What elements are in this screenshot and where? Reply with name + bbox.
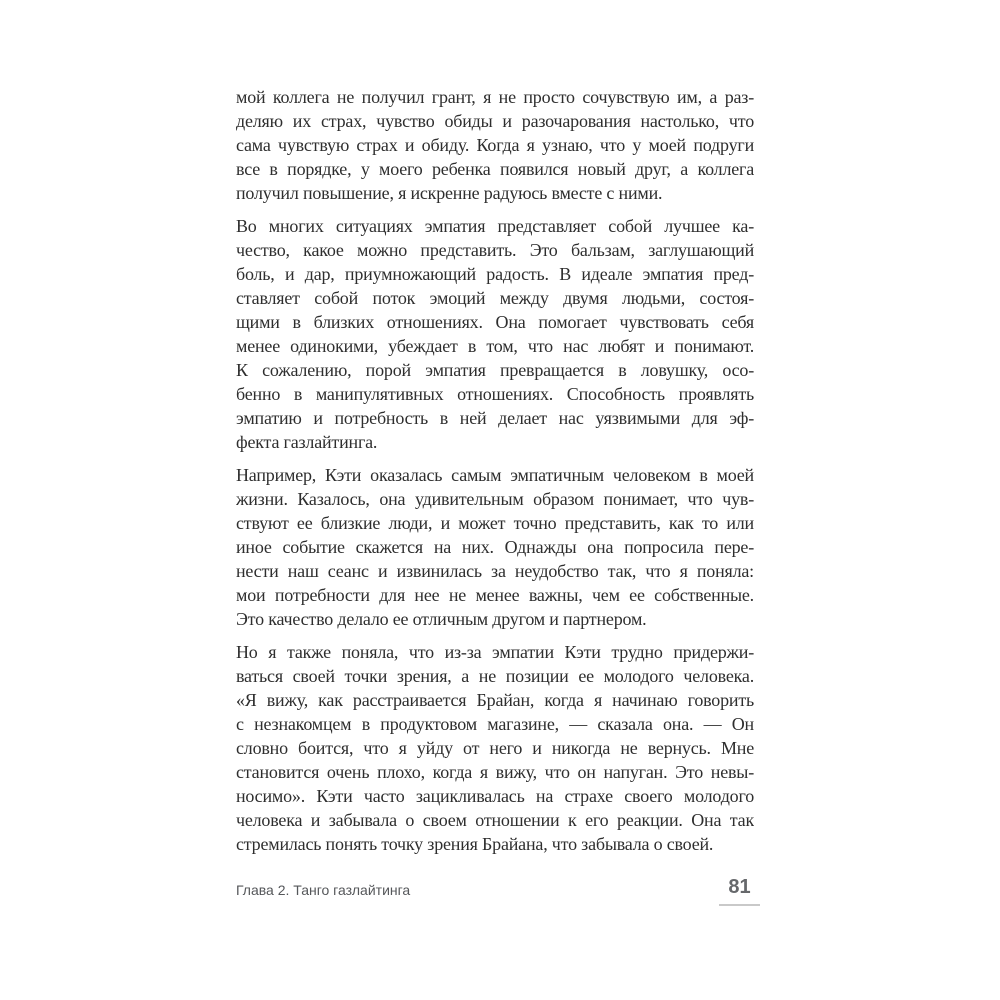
text-line: Во многих ситуациях эмпатия представляет собой лучшее ка- bbox=[236, 216, 754, 236]
text-line: чество, какое можно представить. Это бальзам, заглушающий bbox=[236, 240, 754, 260]
text-line: с незнакомцем в продуктовом магазине, — сказала она. — Он bbox=[236, 714, 754, 734]
text-line: стремилась понять точку зрения Брайана, что забывала о своей. bbox=[236, 834, 714, 854]
text-line: фекта газлайтинга. bbox=[236, 432, 378, 452]
text-line: деляю их страх, чувство обиды и разочарования настолько, что bbox=[236, 111, 754, 131]
text-line: боль, и дар, приумножающий радость. В идеале эмпатия пред- bbox=[236, 264, 754, 284]
text-line: бенно в манипулятивных отношениях. Способность проявлять bbox=[236, 384, 754, 404]
text-line: эмпатию и потребность в ней делает нас уязвимыми для эф- bbox=[236, 408, 754, 428]
text-line: мой коллега не получил грант, я не просто сочувствую им, а раз- bbox=[236, 87, 754, 107]
text-line: иное событие скажется на них. Однажды она попросила пере- bbox=[236, 537, 754, 557]
paragraph bbox=[236, 85, 754, 205]
text-line: словно боится, что я уйду от него и никогда не вернусь. Мне bbox=[236, 738, 754, 758]
footer-chapter-title: Глава 2. Танго газлайтинга bbox=[236, 882, 411, 898]
text-line: жизни. Казалось, она удивительным образом понимает, что чув- bbox=[236, 489, 754, 509]
text-line: щими в близких отношениях. Она помогает чувствовать себя bbox=[236, 312, 754, 332]
text-line: Но я также поняла, что из-за эмпатии Кэти трудно придержи- bbox=[236, 642, 754, 662]
text-line: становится очень плохо, когда я вижу, что он напуган. Это невы- bbox=[236, 762, 754, 782]
text-line: сама чувствую страх и обиду. Когда я узнаю, что у моей подруги bbox=[236, 135, 754, 155]
text-line: Например, Кэти оказалась самым эмпатичным человеком в моей bbox=[236, 465, 754, 485]
text-line: Это качество делало ее отличным другом и партнером. bbox=[236, 609, 647, 629]
paragraph bbox=[236, 214, 754, 454]
text-line: человека и забывала о своем отношении к его реакции. Она так bbox=[236, 810, 754, 830]
paragraph bbox=[236, 463, 754, 631]
text-line: мои потребности для нее не менее важны, чем ее собственные. bbox=[236, 585, 754, 605]
footer-page-number: 81 bbox=[719, 877, 760, 906]
text-line: нести наш сеанс и извинилась за неудобство так, что я поняла: bbox=[236, 561, 754, 581]
text-line: носимо». Кэти часто зацикливалась на страхе своего молодого bbox=[236, 786, 754, 806]
text-line: ствуют ее близкие люди, и может точно представить, как то или bbox=[236, 513, 754, 533]
text-line: менее одинокими, убеждает в том, что нас любят и понимают. bbox=[236, 336, 754, 356]
text-line: ставляет собой поток эмоций между двумя людьми, состоя- bbox=[236, 288, 754, 308]
text-line: «Я вижу, как расстраивается Брайан, когда я начинаю говорить bbox=[236, 690, 754, 710]
text-line: ваться своей точки зрения, а не позиции ее молодого человека. bbox=[236, 666, 754, 686]
paragraph bbox=[236, 640, 754, 856]
text-block bbox=[236, 85, 754, 865]
text-line: получил повышение, я искренне радуюсь вместе с ними. bbox=[236, 183, 663, 203]
text-line: все в порядке, у моего ребенка появился новый друг, а коллега bbox=[236, 159, 754, 179]
text-line: К сожалению, порой эмпатия превращается в ловушку, осо- bbox=[236, 360, 754, 380]
